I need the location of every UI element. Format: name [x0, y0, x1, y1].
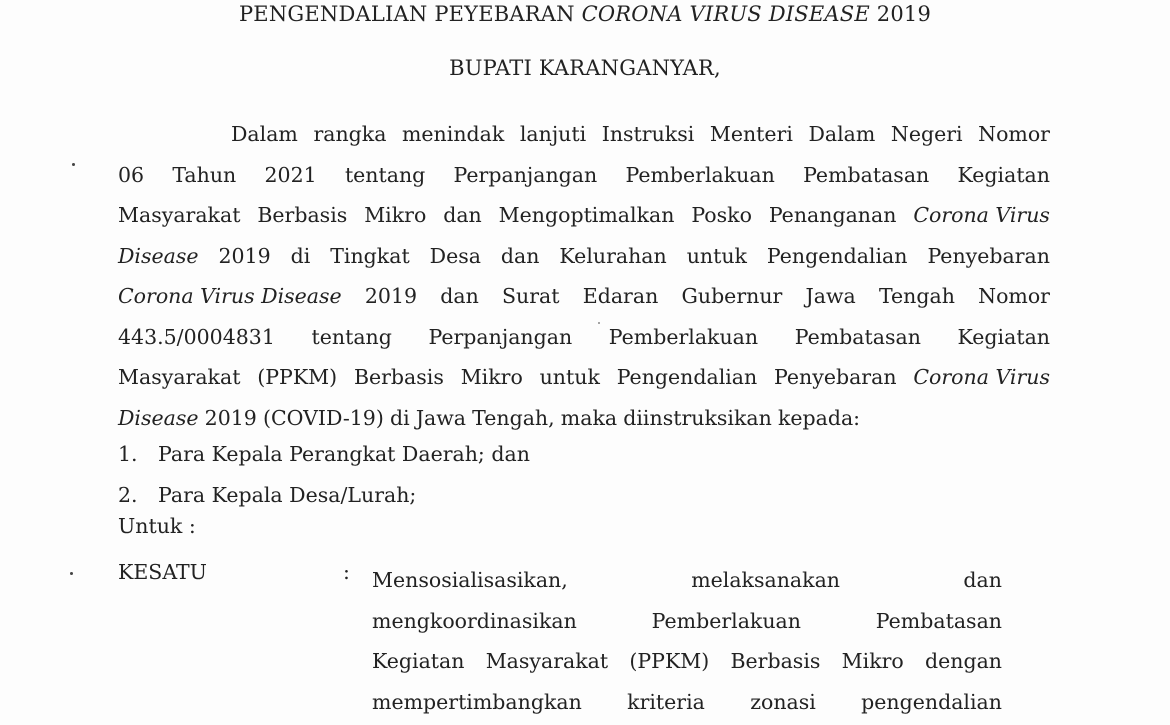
paragraph-word: Kegiatan: [957, 162, 1050, 187]
paragraph-word: Edaran: [582, 284, 659, 308]
paragraph-word: di: [290, 243, 311, 268]
paragraph-word: kepada:: [777, 405, 861, 430]
kesatu-word: Berbasis: [730, 649, 821, 673]
kesatu-line: [372, 682, 1002, 723]
kesatu-word: Mensosialisasikan,: [372, 568, 568, 592]
kesatu-word: dan: [963, 568, 1002, 592]
untuk-label: Untuk :: [118, 514, 196, 538]
list-item-text: Para Kepala Perangkat Daerah; dan: [158, 442, 530, 466]
paragraph-word: maka: [560, 405, 618, 430]
kesatu-word: kriteria: [627, 689, 705, 714]
paragraph-word: Desa: [429, 243, 481, 268]
paragraph-word: Dalam: [808, 122, 876, 146]
paragraph-word: Perpanjangan: [453, 162, 598, 187]
paragraph-line: [118, 155, 1050, 196]
list-item-number: 1.: [118, 442, 138, 466]
paragraph-word: Nomor: [978, 284, 1050, 308]
paragraph-word: Tahun: [172, 162, 237, 187]
kesatu-word: zonasi: [750, 689, 816, 714]
paragraph-word: Mikro: [460, 365, 523, 389]
kesatu-body: [372, 560, 1002, 722]
paragraph-word: Jawa: [805, 284, 856, 308]
paragraph-word: Gubernur: [681, 284, 783, 308]
kesatu-word: Pembatasan: [875, 608, 1002, 633]
paragraph-word: tentang: [311, 324, 392, 349]
paragraph-word: Disease: [118, 243, 199, 268]
kesatu-colon: :: [343, 560, 350, 584]
paragraph-word: Dalam: [231, 122, 298, 146]
paragraph-word: Tengah: [878, 284, 955, 308]
list-item-text: Para Kepala Desa/Lurah;: [158, 483, 417, 507]
paragraph-word: 2019: [364, 284, 418, 308]
paragraph-word: Pemberlakuan: [625, 162, 775, 187]
paragraph-word: tentang: [344, 162, 426, 187]
paragraph-word: Berbasis: [257, 203, 348, 227]
paragraph-word: Corona Virus: [913, 365, 1050, 389]
paragraph-word: 2019: [204, 405, 257, 430]
paragraph-word: 2021: [264, 162, 317, 187]
paragraph-word: lanjuti: [519, 122, 587, 146]
list-item-number: 2.: [118, 483, 138, 507]
kesatu-word: Pemberlakuan: [651, 608, 801, 633]
paragraph-word: Mikro: [364, 203, 427, 227]
paragraph-word: Corona Virus Disease: [118, 284, 342, 308]
paragraph-word: Masyarakat: [118, 365, 241, 389]
paragraph-word: Perpanjangan: [428, 324, 573, 349]
paragraph-word: rangka: [313, 122, 387, 146]
kesatu-word: Mikro: [841, 649, 904, 673]
kesatu-line: [372, 641, 1002, 682]
kesatu-word: Kegiatan: [372, 649, 465, 673]
kesatu-word: (PPKM): [629, 649, 710, 673]
paragraph-word: 2019: [218, 243, 271, 268]
document-subtitle: BUPATI KARANGANYAR,: [449, 56, 721, 80]
paragraph-word: Penanganan: [768, 203, 897, 227]
paragraph-word: 06: [118, 162, 145, 187]
paragraph-word: Pembatasan: [803, 162, 930, 187]
paragraph-word: dan: [443, 203, 482, 227]
paragraph-word: Corona Virus: [913, 203, 1050, 227]
paragraph-word: Nomor: [978, 122, 1050, 146]
paragraph-line: [118, 276, 1050, 317]
paragraph-word: Penyebaran: [774, 365, 897, 389]
paragraph-word: menindak: [401, 122, 505, 146]
paragraph-word: dan: [500, 243, 540, 268]
preamble-paragraph: [118, 114, 1050, 438]
title-italic: CORONA VIRUS DISEASE: [581, 2, 870, 26]
paragraph-word: Posko: [691, 203, 752, 227]
paragraph-line: [118, 398, 1050, 439]
paragraph-line: [118, 114, 1050, 155]
kesatu-word: pengendalian: [861, 689, 1002, 714]
paragraph-word: Disease: [118, 405, 199, 430]
paragraph-word: Pengendalian: [766, 243, 908, 268]
paragraph-line: [118, 317, 1050, 358]
kesatu-word: mempertimbangkan: [372, 689, 582, 714]
paragraph-word: Berbasis: [353, 365, 444, 389]
kesatu-line: [372, 560, 1002, 601]
paragraph-word: di: [389, 405, 410, 430]
kesatu-word: dengan: [924, 649, 1002, 673]
paragraph-line: [118, 357, 1050, 398]
paragraph-word: Kelurahan: [559, 243, 667, 268]
paragraph-word: (PPKM): [257, 365, 338, 389]
paragraph-word: Penyebaran: [927, 243, 1050, 268]
title-tail: 2019: [869, 2, 932, 26]
list-item: [118, 434, 530, 475]
kesatu-word: Masyarakat: [485, 649, 609, 673]
paragraph-word: dan: [440, 284, 479, 308]
paragraph-word: Kegiatan: [957, 324, 1050, 349]
paragraph-line: [118, 236, 1050, 277]
paragraph-word: Instruksi: [601, 122, 695, 146]
paragraph-word: Pemberlakuan: [608, 324, 759, 349]
paragraph-word: untuk: [686, 243, 747, 268]
paragraph-word: Surat: [502, 284, 560, 308]
paragraph-line: [118, 195, 1050, 236]
paragraph-word: (COVID-19): [262, 405, 384, 430]
paragraph-word: Pembatasan: [794, 324, 921, 349]
paragraph-word: 443.5/0004831: [118, 324, 275, 349]
title-plain: PENGENDALIAN PEYEBARAN: [238, 2, 582, 26]
paragraph-word: Tengah,: [472, 405, 555, 430]
paragraph-word: Menteri: [709, 122, 793, 146]
document-title: [0, 2, 1170, 26]
paragraph-word: Mengoptimalkan: [498, 203, 675, 227]
kesatu-line: [372, 601, 1002, 642]
scan-speck: [70, 572, 73, 575]
paragraph-word: Pengendalian: [616, 365, 758, 389]
paragraph-word: Jawa: [415, 405, 467, 430]
paragraph-word: diinstruksikan: [623, 405, 772, 430]
paragraph-word: Masyarakat: [118, 203, 241, 227]
paragraph-word: Negeri: [890, 122, 963, 146]
kesatu-word: mengkoordinasikan: [372, 608, 577, 633]
scan-speck: [72, 163, 75, 166]
kesatu-label: KESATU: [118, 560, 207, 584]
paragraph-word: Tingkat: [330, 243, 410, 268]
paragraph-word: untuk: [539, 365, 600, 389]
kesatu-word: melaksanakan: [691, 568, 840, 592]
list-item: [118, 475, 416, 516]
